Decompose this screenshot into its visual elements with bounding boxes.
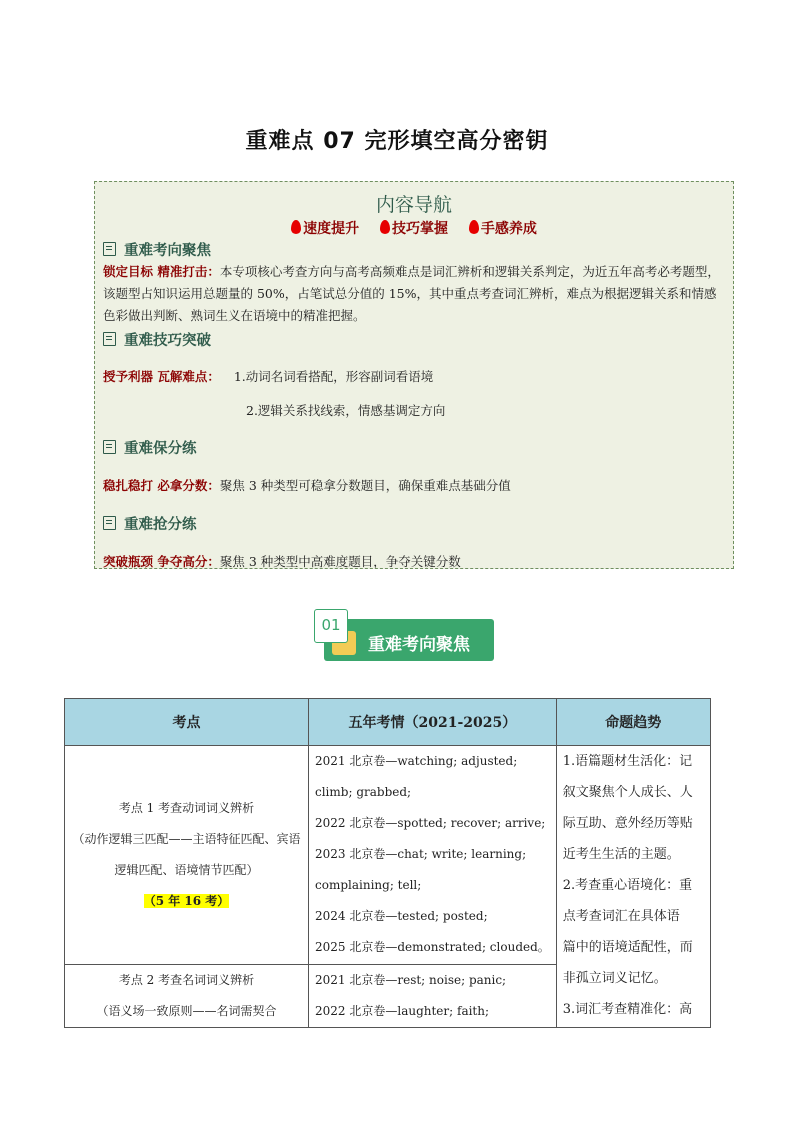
exam-table [64,698,711,1028]
nav-heading: 内容导航 [375,194,452,216]
exam-line: 2025 北京卷—demonstrated; clouded。 [315,940,550,954]
table-row [65,746,711,965]
document-icon [103,242,116,256]
nav-tags [95,218,733,238]
topic-description: （语义场一致原则——名词需契合 [96,1004,277,1018]
table-header-row [65,699,711,746]
table-header: 五年考情（2021-2025） [309,699,557,746]
badge-bar [324,619,494,661]
trend-line: 3.词汇考查精准化：高 [562,1002,693,1017]
table-header: 命题趋势 [556,699,710,746]
exam-line: 2021 北京卷—watching; adjusted; [315,754,518,768]
content-navigation-box [94,181,734,569]
trend-line: 近考生生活的主题。 [562,847,680,862]
trend-line: 1.语篇题材生活化：记 [562,754,693,769]
section-heading-basic-practice: 重难保分练 [103,437,197,458]
flame-icon [380,220,390,234]
exam-cell [309,746,557,965]
section-item-techniques: 2.逻辑关系找线索，情感基调定方向 [246,403,446,418]
document-icon [103,440,116,454]
trend-line: 2.考查重心语境化：重 [562,878,693,893]
section-body-basic-practice: 稳扎稳打 必拿分数：聚焦 3 种类型可稳拿分数题目，确保重难点基础分值 [103,478,511,493]
exam-line: 2021 北京卷—rest; noise; panic; [315,973,507,987]
exam-line: 2022 北京卷—spotted; recover; arrive; [315,816,546,830]
topic-cell [65,965,309,1028]
nav-tag: 速度提升 [291,221,359,237]
section-heading-techniques: 重难技巧突破 [103,329,211,350]
topic-count: （5 年 16 考） [143,894,230,908]
topic-description: （动作逻辑三匹配——主语特征匹配、宾语逻辑匹配、语境情节匹配） [72,832,301,877]
trend-line: 叙文聚焦个人成长、人 [562,785,693,800]
topic-cell [65,746,309,965]
flame-icon [469,220,479,234]
exam-line: 2024 北京卷—tested; posted; [315,909,488,923]
section-body-focus: 锁定目标 精准打击：本专项核心考查方向与高考高频难点是词汇辨析和逻辑关系判定，为近五年高考必考题型，该题型占知识运用总题量的 50%，占笔试总分值的 15%，其中重点考查词汇辨析，难点为根据逻辑关系和情感色彩做出判断、熟词生义在语境中的精准把握。 [103,264,720,323]
trend-line: 点考查词汇在具体语 [562,909,680,924]
page-title: 重难点 07 完形填空高分密钥 [245,129,549,154]
topic-title: 考点 2 考查名词词义辨析 [118,973,255,987]
section-heading-advanced-practice: 重难抢分练 [103,513,197,534]
trend-line: 非孤立词义记忆。 [562,971,667,986]
document-icon [103,332,116,346]
exam-line: complaining; tell; [315,878,422,892]
badge-number: 01 [314,609,348,643]
topic-title: 考点 1 考查动词词义辨析 [118,801,255,815]
section-body-techniques: 授予利器 瓦解难点： 1.动词名词看搭配，形容副词看语境 [103,369,434,384]
exam-cell [309,965,557,1028]
nav-tag: 技巧掌握 [380,221,448,237]
trend-line: 际互助、意外经历等贴 [562,816,693,831]
trend-cell [556,746,710,1028]
exam-line: 2023 北京卷—chat; write; learning; [315,847,527,861]
section-heading-focus: 重难考向聚焦 [103,239,211,260]
badge-label: 重难考向聚焦 [368,635,470,655]
section-body-advanced-practice: 突破瓶颈 争夺高分：聚焦 3 种类型中高难度题目，争夺关键分数 [103,554,461,569]
document-icon [103,516,116,530]
trend-line: 篇中的语境适配性，而 [562,940,693,955]
nav-tag: 手感养成 [469,221,537,237]
section-badge [314,609,496,663]
table-header: 考点 [65,699,309,746]
exam-line: 2022 北京卷—laughter; faith; [315,1004,490,1018]
exam-line: climb; grabbed; [315,785,412,799]
flame-icon [291,220,301,234]
